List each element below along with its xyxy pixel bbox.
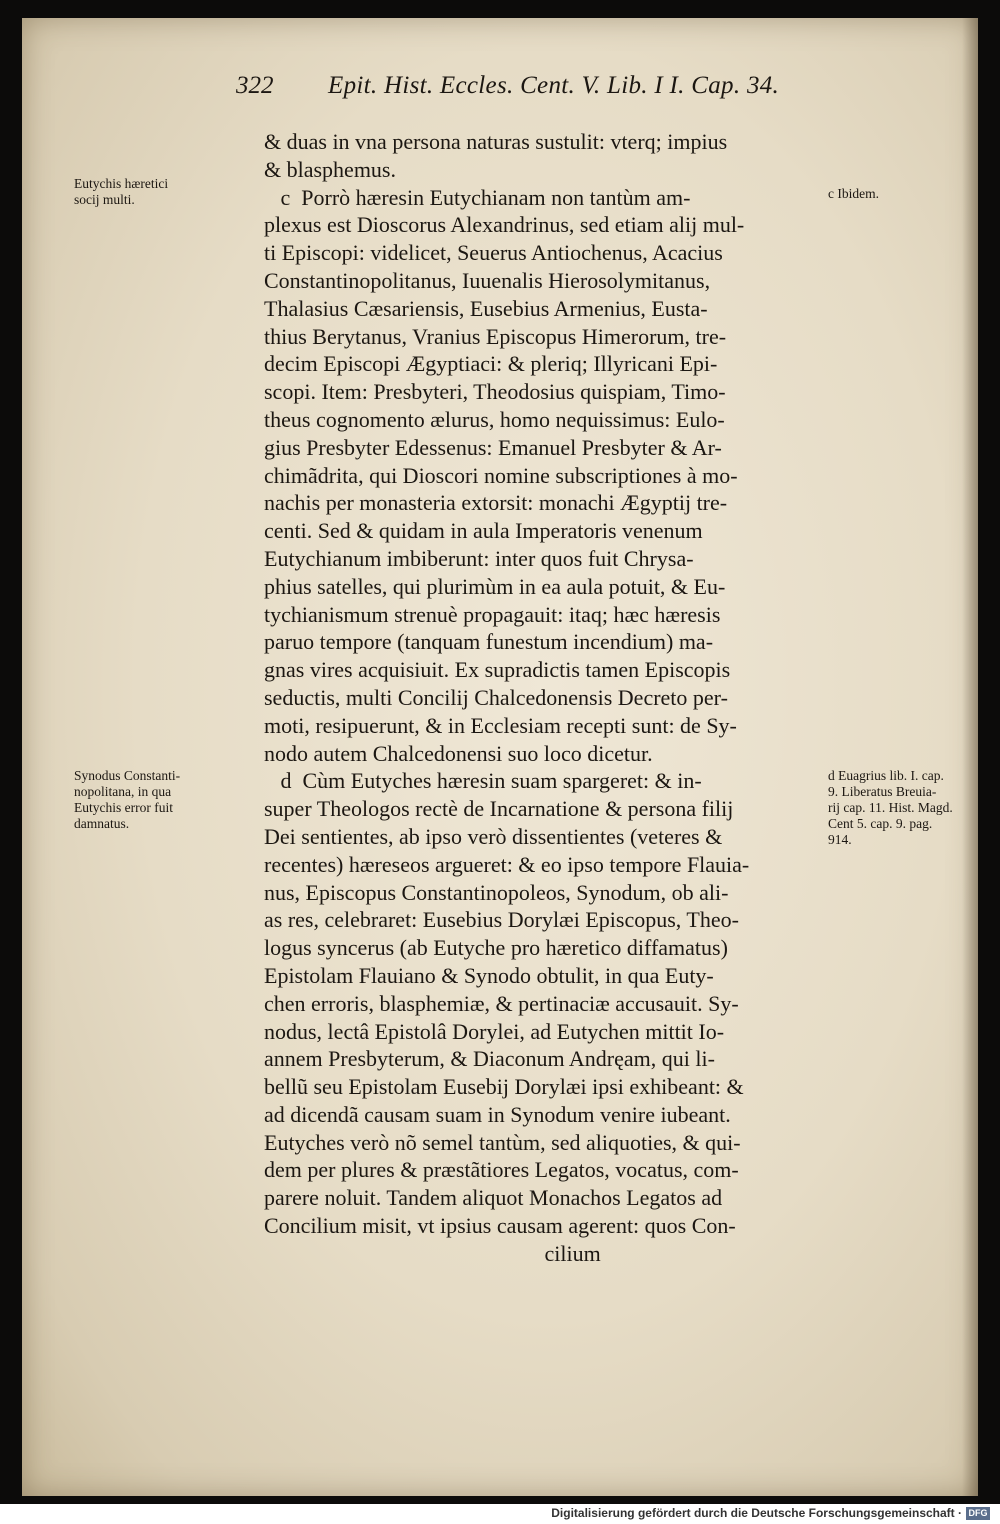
text-line: thius Berytanus, Vranius Episcopus Himerorum, tre-: [264, 323, 727, 349]
text-line: Eutychianum imbiberunt: inter quos fuit Chrysa-: [264, 545, 694, 571]
main-text-block: [264, 128, 820, 1268]
margin-note-left-1: [74, 176, 168, 208]
margin-line: rij cap. 11. Hist. Magd.: [828, 800, 953, 815]
text-line: centi. Sed & quidam in aula Imperatoris venenum: [264, 518, 703, 544]
text-line: phius satelles, qui plurimùm in ea aula potuit, & Eu-: [264, 573, 726, 599]
margin-line: c Ibidem.: [828, 186, 879, 201]
text-line: logus syncerus (ab Eutyche pro hæretico diffamatus): [264, 935, 728, 961]
text-line: tychianismum strenuè propagauit: itaq; hæc hæresis: [264, 601, 721, 627]
text-line: gius Presbyter Edessenus: Emanuel Presbyter & Ar-: [264, 434, 722, 460]
margin-line: nopolitana, in qua: [74, 784, 172, 799]
margin-line: Eutychis error fuit: [74, 800, 173, 815]
text-line: ad dicendã causam suam in Synodum venire iubeant.: [264, 1101, 731, 1127]
margin-line: 9. Liberatus Breuia-: [828, 784, 937, 799]
text-line: c Porrò hæresin Eutychianam non tantùm am-: [264, 184, 691, 210]
text-line: cilium: [264, 1240, 601, 1266]
text-line: annem Presbyterum, & Diaconum Andręam, qui li-: [264, 1046, 715, 1072]
text-line: & blasphemus.: [264, 156, 396, 182]
margin-line: Cent 5. cap. 9. pag.: [828, 816, 933, 831]
text-line: Dei sentientes, ab ipso verò dissentientes (veteres &: [264, 823, 723, 849]
page-number: 322: [236, 72, 274, 99]
page-edge-shadow: [962, 18, 978, 1496]
text-line: plexus est Dioscorus Alexandrinus, sed etiam alij mul-: [264, 212, 745, 238]
text-line: theus cognomento ælurus, homo nequissimus: Eulo-: [264, 406, 725, 432]
text-line: recentes) hæreseos argueret: & eo ipso tempore Flauia-: [264, 851, 750, 877]
running-header: [236, 68, 820, 104]
margin-note-right-2: [828, 768, 953, 848]
text-line: chimãdrita, qui Dioscori nomine subscriptiones à mo-: [264, 462, 738, 488]
running-title: Epit. Hist. Eccles. Cent. V. Lib. I I. Cap. 34.: [328, 72, 780, 99]
text-line: paruo tempore (tanquam funestum incendium) ma-: [264, 629, 714, 655]
text-line: gnas vires acquisiuit. Ex supradictis tamen Episcopis: [264, 657, 731, 683]
text-line: super Theologos rectè de Incarnatione & persona filij: [264, 796, 734, 822]
text-line: nus, Episcopus Constantinopoleos, Synodum, ob ali-: [264, 879, 729, 905]
dfg-logo-icon: DFG: [966, 1507, 990, 1520]
margin-line: Synodus Constanti-: [74, 768, 181, 783]
margin-note-left-2: [74, 768, 180, 832]
text-line: d Cùm Eutyches hæresin suam spargeret: & in-: [264, 768, 702, 794]
margin-line: d Euagrius lib. I. cap.: [828, 768, 944, 783]
text-line: & duas in vna persona naturas sustulit: vterq; impius: [264, 129, 728, 154]
margin-line: socij multi.: [74, 192, 135, 207]
text-line: nodus, lectâ Epistolâ Dorylei, ad Eutychen mittit Io-: [264, 1018, 725, 1044]
text-line: ti Episcopi: videlicet, Seuerus Antiochenus, Acacius: [264, 240, 723, 266]
text-line: Constantinopolitanus, Iuuenalis Hierosolymitanus,: [264, 267, 711, 293]
text-line: Epistolam Flauiano & Synodo obtulit, in qua Euty-: [264, 962, 714, 988]
text-line: bellũ seu Epistolam Eusebij Dorylæi ipsi exhibeant: &: [264, 1074, 744, 1100]
margin-note-right-1: [828, 186, 879, 202]
text-line: as res, celebraret: Eusebius Dorylæi Episcopus, Theo-: [264, 907, 739, 933]
footer-bar: [0, 1504, 1000, 1524]
text-line: Concilium misit, vt ipsius causam agerent: quos Con-: [264, 1213, 736, 1239]
text-line: Eutyches verò nõ semel tantùm, sed aliquoties, & qui-: [264, 1129, 741, 1155]
text-line: nachis per monasteria extorsit: monachi Ægyptij tre-: [264, 490, 728, 516]
margin-line: Eutychis hæretici: [74, 176, 169, 191]
text-line: scopi. Item: Presbyteri, Theodosius quispiam, Timo-: [264, 379, 726, 405]
text-line: moti, resipuerunt, & in Ecclesiam recepti sunt: de Sy-: [264, 712, 737, 738]
text-line: parere noluit. Tandem aliquot Monachos Legatos ad: [264, 1185, 723, 1211]
text-line: decim Episcopi Ægyptiaci: & pleriq; Illyricani Epi-: [264, 351, 718, 377]
text-line: chen erroris, blasphemiæ, & pertinaciæ accusauit. Sy-: [264, 990, 739, 1016]
text-line: dem per plures & præstãtiores Legatos, vocatus, com-: [264, 1157, 739, 1183]
text-line: nodo autem Chalcedonensi suo loco dicetur.: [264, 740, 653, 766]
text-line: seductis, multi Concilij Chalcedonensis Decreto per-: [264, 684, 728, 710]
margin-line: damnatus.: [74, 816, 130, 831]
margin-line: 914.: [828, 832, 852, 847]
footer-credit: Digitalisierung gefördert durch die Deutsche Forschungsgemeinschaft ·: [551, 1506, 962, 1520]
text-line: Thalasius Cæsariensis, Eusebius Armenius, Eusta-: [264, 295, 708, 321]
